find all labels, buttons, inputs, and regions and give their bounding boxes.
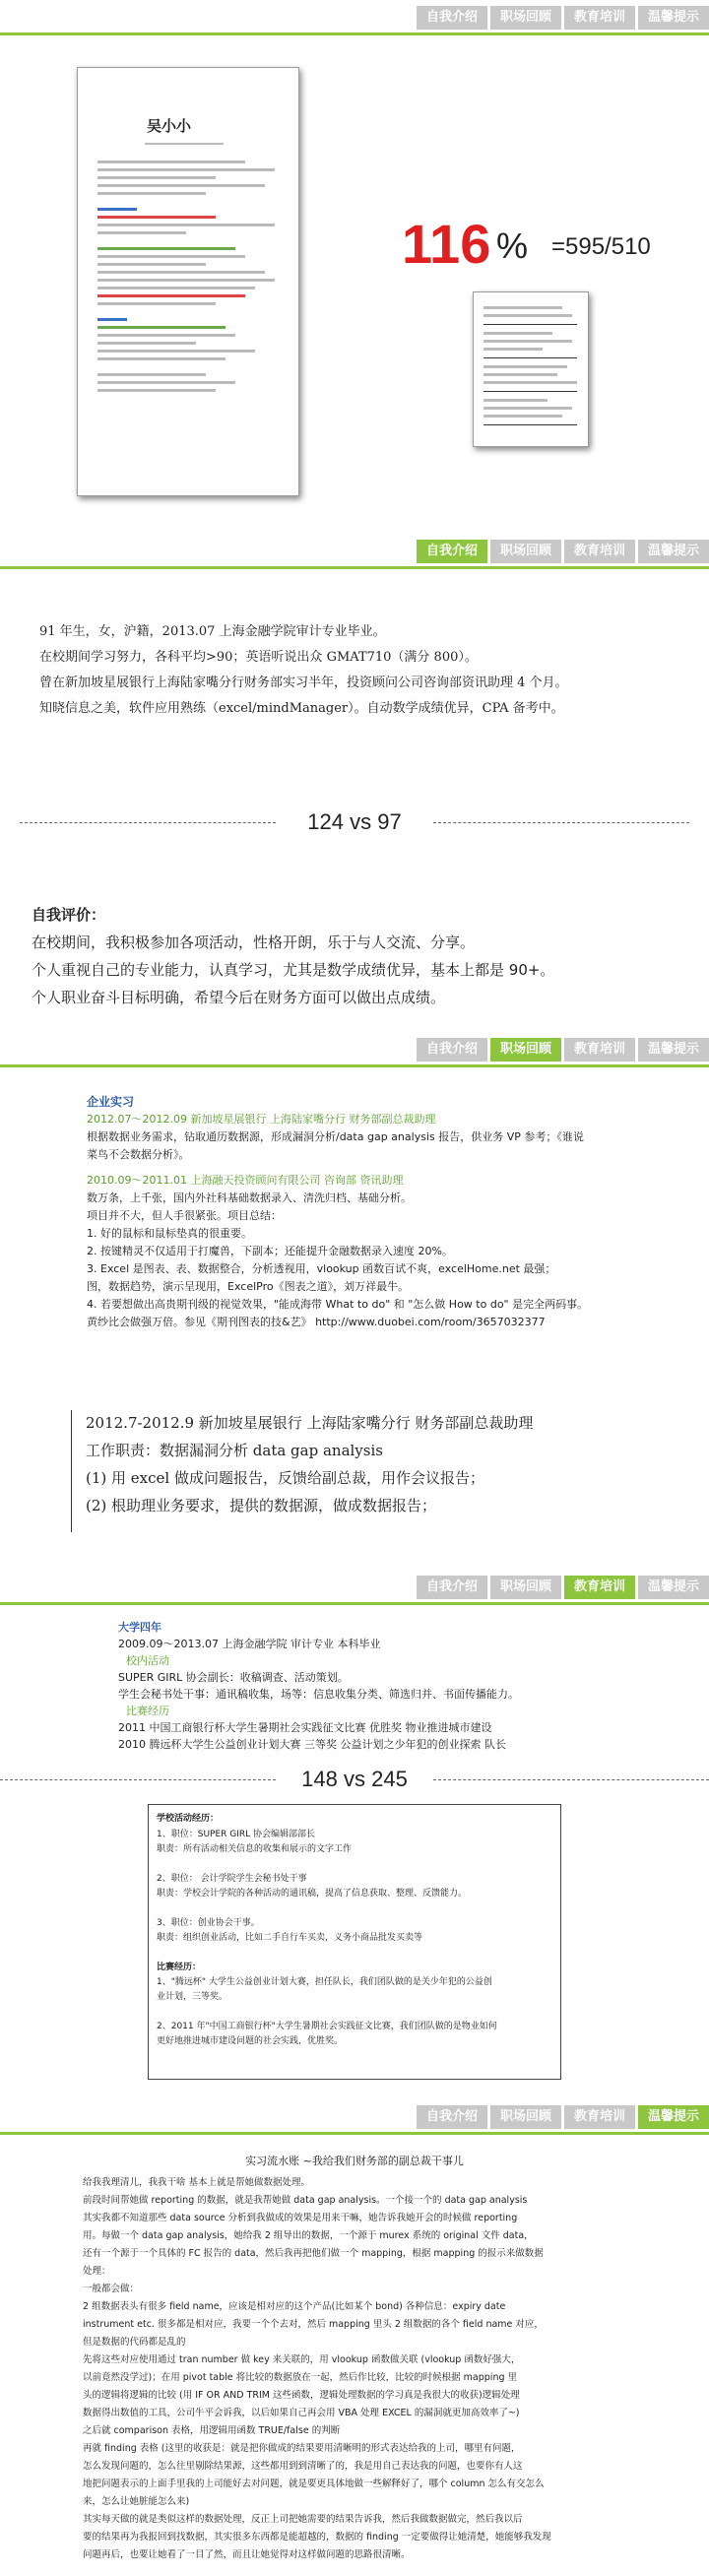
section-tips — [0, 2105, 709, 2576]
divider — [0, 32, 709, 35]
section-resume-length — [0, 0, 709, 532]
university-line: 2009.09～2013.07 上海金融学院 审计专业 本科毕业 — [118, 1638, 381, 1650]
tab-self-intro[interactable]: 自我介绍 — [417, 1576, 487, 1599]
tab-tips[interactable]: 温馨提示 — [638, 6, 709, 30]
activity-box-line: 1、"腾远杯" 大学生公益创业计划大赛，担任队长，我们团队做的是关少年犯的公益创 — [157, 1977, 492, 1987]
university-title: 大学四年 — [118, 1621, 161, 1634]
resume-name: 吴小小 — [147, 117, 192, 135]
tab-nav — [417, 2105, 709, 2129]
activity-box-line: 业计划，三等奖。 — [157, 1992, 228, 2002]
journal-line: 其实我都不知道那些 data source 分析到我做成的效果是用来干嘛，她告诉我她开会的时候做 reporting — [83, 2213, 518, 2223]
activity-line: SUPER GIRL 协会副长：收稿调查、活动策划。 — [118, 1671, 349, 1684]
journal-line: 其实每天做的就是类似这样的数据处理，反正上司把她需要的结果告诉我，然后我做数据做完，然后我以后 — [83, 2514, 523, 2525]
journal-line: 先将这些对应使用通过 tran number 做 key 来关联的，用 vlookup 函数做关联 (vlookup 函数好强大， — [83, 2354, 521, 2365]
journal-line: 一般都会做： — [83, 2284, 140, 2294]
activity-box-line: 2、职位： 会计学院学生会秘书处干事 — [157, 1874, 307, 1884]
section-career-review — [0, 1038, 709, 1570]
job-heading: 2012.07～2012.09 新加坡星展银行 上海陆家嘴分行 财务部副总裁助理 — [87, 1113, 436, 1126]
job-detail: 菜鸟不会数据分析》。 — [87, 1148, 190, 1161]
percent-value: 116 — [402, 213, 491, 275]
activity-line: 学生会秘书处干事：通讯稿收集，场等：信息收集分类、筛选归并、书面传播能力。 — [118, 1688, 519, 1701]
activity-box-line: 2、2011 年"中国工商银行杯"大学生暑期社会实践征文比赛，我们团队做的是物业如何 — [157, 2022, 497, 2031]
activity-box — [148, 1804, 561, 2080]
long-resume-thumbnail — [77, 67, 299, 496]
tab-self-intro[interactable]: 自我介绍 — [417, 2105, 487, 2129]
comparison-label: 124 vs 97 — [307, 809, 402, 834]
journal-line: 用。每做一个 data gap analysis，她给我 2 组导出的数据，一个源于 murex 系统的 original 文件 data， — [83, 2230, 534, 2241]
tab-education[interactable]: 教育培训 — [564, 2105, 635, 2129]
activity-box-line: 职责：学校会计学院的各种活动的通讯稿，提高了信息获取、整理、反馈能力。 — [157, 1889, 468, 1899]
intro-line: 91 年生，女，沪籍，2013.07 上海金融学院审计专业毕业。 — [39, 624, 386, 639]
compact-job-line: (2) 根助理业务要求，提供的数据源，做成数据报告； — [86, 1497, 437, 1514]
activity-box-line: 职责：所有活动相关信息的收集和展示的文字工作 — [157, 1844, 353, 1854]
divider — [0, 2132, 709, 2135]
journal-line: 前段时间帮她做 reporting 的数据，就是我帮她做 data gap analysis。一个接一个的 data gap analysis — [83, 2195, 528, 2206]
activity-box-line: 3、职位：创业协会干事。 — [157, 1918, 260, 1928]
internship-title: 企业实习 — [87, 1095, 135, 1109]
tab-nav — [417, 1038, 709, 1062]
intro-line: 在校期间学习努力，各科平均>90；英语听说出众 GMAT710（满分 800）。 — [39, 650, 478, 665]
tab-nav — [417, 6, 709, 30]
tab-tips[interactable]: 温馨提示 — [638, 540, 709, 563]
job-detail: 黄纱比会做强万倍。参见《期刊图表的技&艺》 http://www.duobei.com/room/3657032377 — [87, 1316, 546, 1328]
journal-line: 头的逻辑将逻辑的比较 (用 IF OR AND TRIM 这些函数，逻辑处理数据的学习真是我很大的收获)逻辑处理 — [83, 2390, 520, 2401]
journal-line: 怎么发现问题的，怎么往里剔除结果源，这些都用到到清晰了的，我是用自己表达我的问题，也要你有人这 — [83, 2461, 523, 2472]
journal-line: 但是数据的代码都是乱的 — [83, 2337, 186, 2348]
subsection-title: 校内活动 — [126, 1654, 169, 1667]
activity-box-line: 更好地推进城市建设问题的社会实践，优胜奖。 — [157, 2036, 344, 2046]
tab-self-intro[interactable]: 自我介绍 — [417, 6, 487, 30]
compact-job-line: (1) 用 excel 做成问题报告，反馈给副总裁，用作会议报告； — [86, 1469, 484, 1487]
ratio-text: =595/510 — [551, 233, 651, 260]
tab-education[interactable]: 教育培训 — [564, 1038, 635, 1062]
journal-line: 处理： — [83, 2266, 111, 2277]
short-resume-thumbnail — [473, 291, 589, 447]
journal-line: 来，怎么让她脏能怎么来) — [83, 2496, 190, 2507]
tab-nav — [417, 540, 709, 563]
tab-career-review[interactable]: 职场回顾 — [490, 1038, 561, 1062]
dashed-divider — [433, 822, 689, 823]
tab-self-intro[interactable]: 自我介绍 — [417, 540, 487, 563]
activity-box-title: 学校活动经历： — [157, 1814, 220, 1824]
tab-self-intro[interactable]: 自我介绍 — [417, 1038, 487, 1062]
job-detail: 图，数据趋势，演示呈现用，ExcelPro《图表之道》，刘万祥最牛。 — [87, 1280, 410, 1293]
intro-line: 知晓信息之美，软件应用熟练（excel/mindManager）。自动数学成绩优异，CPA 备考中。 — [39, 701, 564, 716]
journal-line: 地把问题表示的上面手里我的上司能好去对问题，就是要更具体地做一些解释好了，哪个 column 怎么有交怎么 — [83, 2479, 545, 2489]
job-detail: 数万条，上千张，国内外社科基础数据录入、清洗归档、基础分析。 — [87, 1191, 412, 1204]
journal-title: 实习流水账 ~我给我们财务部的副总裁干事儿 — [245, 2155, 464, 2167]
journal-line: 以前竟然没学过)；在用 pivot table 将比较的数据放在一起，然后作比较，比较的时候根据 mapping 里 — [83, 2372, 518, 2383]
journal-line: 要的结果再为我报回到找数据，其实很多东西都是能超越的，数据的 finding 一定要做得让她清楚，她能够我发现 — [83, 2532, 551, 2543]
tab-career-review[interactable]: 职场回顾 — [490, 6, 561, 30]
journal-line: 问题再后，也要让她看了一目了然，而且让她觉得对这样做问题的思路很清晰。 — [83, 2549, 411, 2560]
job-detail: 4. 若要想做出高贵期刊级的视觉效果，"能成海带 What to do" 和 "怎么做 How to do" 是完全两码事。 — [87, 1298, 589, 1311]
tab-tips[interactable]: 温馨提示 — [638, 2105, 709, 2129]
contest-line: 2011 中国工商银行杯大学生暑期社会实践征文比赛 优胜奖 物业推进城市建设 — [118, 1721, 492, 1734]
journal-line: 再就 finding 表格 (这里的收获是：就是把你做成的结果要用清晰明的形式表达给我的上司，哪里有问题， — [83, 2443, 521, 2454]
section-self-intro — [0, 540, 709, 1032]
compact-job-line: 2012.7-2012.9 新加坡星展银行 上海陆家嘴分行 财务部副总裁助理 — [86, 1414, 534, 1432]
divider — [0, 1064, 709, 1067]
job-detail: 根据数据业务需求，钻取通历数据源，形成漏洞分析/data gap analysis 报告，供业务 VP 参考；《谁说 — [87, 1130, 584, 1143]
journal-line: 之后就 comparison 表格，用逻辑用函数 TRUE/false 的判断 — [83, 2425, 341, 2436]
job-heading: 2010.09～2011.01 上海融天投资顾问有限公司 咨询部 资讯助理 — [87, 1174, 404, 1187]
activity-box-line: 比赛经历： — [157, 1963, 202, 1972]
job-detail: 3. Excel 是图表、表、数据整合，分析透视用，vlookup 函数百试不爽，excelHome.net 最强； — [87, 1262, 556, 1275]
job-detail: 项目并不大，但人手很紧张。项目总结： — [87, 1209, 282, 1222]
tab-career-review[interactable]: 职场回顾 — [490, 1576, 561, 1599]
contest-line: 2010 腾远杯大学生公益创业计划大赛 三等奖 公益计划之少年犯的创业探索 队长 — [118, 1738, 506, 1751]
section-education — [0, 1576, 709, 2097]
divider — [0, 566, 709, 569]
subsection-title: 比赛经历 — [126, 1705, 169, 1717]
divider — [0, 1602, 709, 1605]
tab-career-review[interactable]: 职场回顾 — [490, 2105, 561, 2129]
activity-box-line: 1、职位：SUPER GIRL 协会编辑部部长 — [157, 1830, 316, 1839]
tab-education[interactable]: 教育培训 — [564, 540, 635, 563]
tab-nav — [417, 1576, 709, 1599]
self-eval-title: 自我评价： — [32, 906, 106, 924]
self-eval-line: 个人职业奋斗目标明确，希望今后在财务方面可以做出点成绩。 — [32, 989, 446, 1006]
journal-line: 数据得出数值的工具，公司牛平会诉我，以后如果自己再会用 VBA 处理 EXCEL 的漏洞就更加高效率了~) — [83, 2408, 520, 2418]
tab-education[interactable]: 教育培训 — [564, 6, 635, 30]
self-eval-line: 个人重视自己的专业能力，认真学习，尤其是数学成绩优异，基本上都是 90+。 — [32, 961, 555, 979]
tab-tips[interactable]: 温馨提示 — [638, 1038, 709, 1062]
compact-job-box — [71, 1410, 662, 1532]
self-eval-line: 在校期间，我积极参加各项活动，性格开朗，乐于与人交流、分享。 — [32, 934, 476, 951]
tab-career-review[interactable]: 职场回顾 — [490, 540, 561, 563]
percent-sign: % — [496, 225, 529, 266]
job-detail: 1. 好的鼠标和鼠标垫真的很重要。 — [87, 1227, 252, 1240]
compact-job-line: 工作职责：数据漏洞分析 data gap analysis — [86, 1442, 383, 1459]
intro-line: 曾在新加坡星展银行上海陆家嘴分行财务部实习半年，投资顾问公司咨询部资讯助理 4 个月。 — [39, 676, 568, 690]
journal-line: instrument etc. 很多都是相对应，我要一个个去对，然后 mapping 里头 2 组数据的各个 field name 对应， — [83, 2319, 544, 2330]
activity-box-line: 职责：组织创业活动，比如二手自行车买卖，义务小商品批发买卖等 — [157, 1933, 423, 1943]
journal-line: 还有一个源于一个具体的 FC 报告的 data，然后我再把他们做一个 mapping，根据 mapping 的报示来做数据 — [83, 2248, 544, 2259]
tab-education[interactable]: 教育培训 — [564, 1576, 635, 1599]
tab-tips[interactable]: 温馨提示 — [638, 1576, 709, 1599]
comparison-label: 148 vs 245 — [301, 1767, 408, 1791]
job-detail: 2. 按键精灵不仅适用于打魔兽，下副本；还能提升金融数据录入速度 20%。 — [87, 1245, 453, 1257]
dashed-divider — [433, 1779, 709, 1780]
journal-line: 2 组数据表头有很多 field name，应该是相对应的这个产品(比如某个 bond) 各种信息：expiry date — [83, 2301, 506, 2312]
journal-line: 给我我理清儿，我我干啥 基本上就是帮她做数据处理。 — [83, 2177, 311, 2188]
